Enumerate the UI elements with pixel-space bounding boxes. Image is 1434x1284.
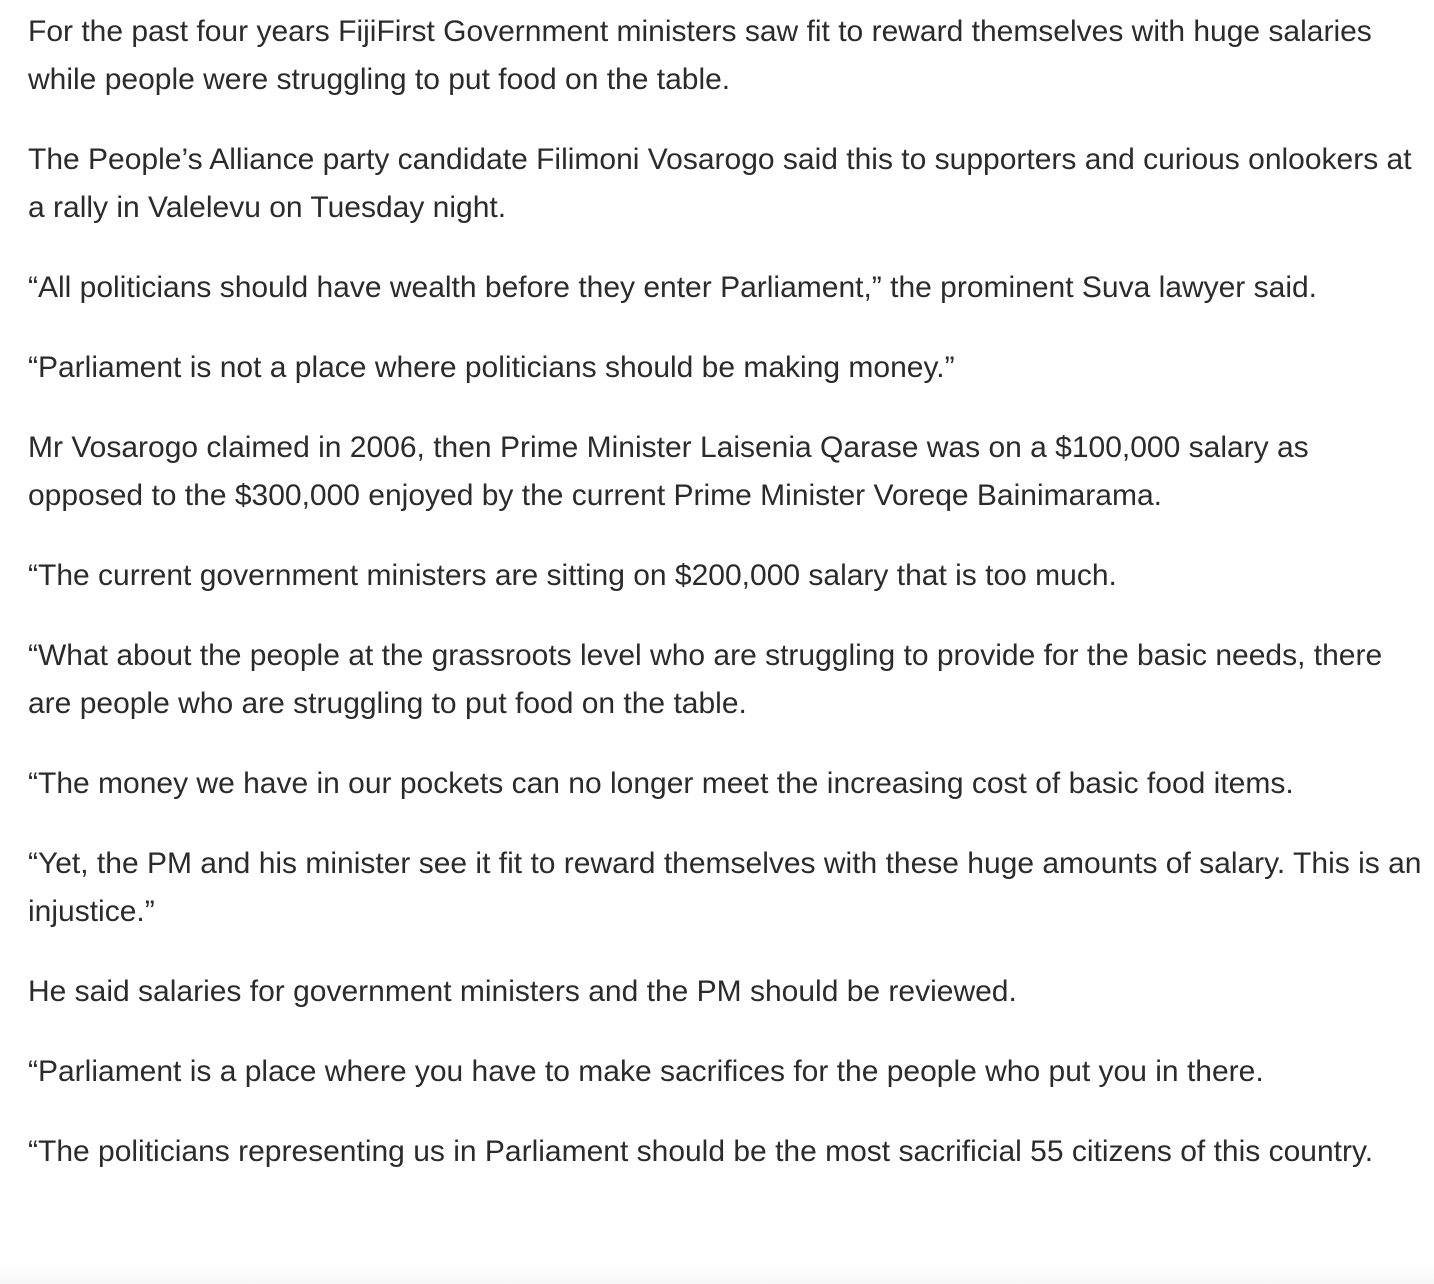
article-paragraph: Mr Vosarogo claimed in 2006, then Prime Minister Laisenia Qarase was on a $100,000 salary as opposed to the $300,000 enjoyed by the current Prime Minister Voreqe Bainimarama.	[28, 431, 1309, 512]
article-paragraph: For the past four years FijiFirst Government ministers saw fit to reward themselves with huge salaries while people were struggling to put food on the table.	[28, 15, 1372, 96]
article-paragraph: “Yet, the PM and his minister see it fit to reward themselves with these huge amounts of salary. This is an injustice.”	[28, 847, 1422, 928]
article-paragraph: He said salaries for government ministers and the PM should be reviewed.	[28, 975, 1017, 1008]
article-paragraph: “The politicians representing us in Parliament should be the most sacrificial 55 citizens of this country.	[28, 1135, 1374, 1168]
article-paragraph: “Parliament is not a place where politicians should be making money.”	[28, 351, 955, 384]
bottom-fade	[0, 1266, 1434, 1284]
article-paragraph: The People’s Alliance party candidate Filimoni Vosarogo said this to supporters and curious onlookers at a rally in Valelevu on Tuesday night.	[28, 143, 1412, 224]
article-paragraph: “The money we have in our pockets can no longer meet the increasing cost of basic food items.	[28, 767, 1294, 800]
article-paragraph: “All politicians should have wealth before they enter Parliament,” the prominent Suva lawyer said.	[28, 271, 1318, 304]
article-body	[28, 8, 1428, 1208]
article-paragraph: “What about the people at the grassroots level who are struggling to provide for the basic needs, there are people who are struggling to put food on the table.	[28, 639, 1383, 720]
article-paragraph: “The current government ministers are sitting on $200,000 salary that is too much.	[28, 559, 1117, 592]
article-paragraph: “Parliament is a place where you have to make sacrifices for the people who put you in there.	[28, 1055, 1264, 1088]
